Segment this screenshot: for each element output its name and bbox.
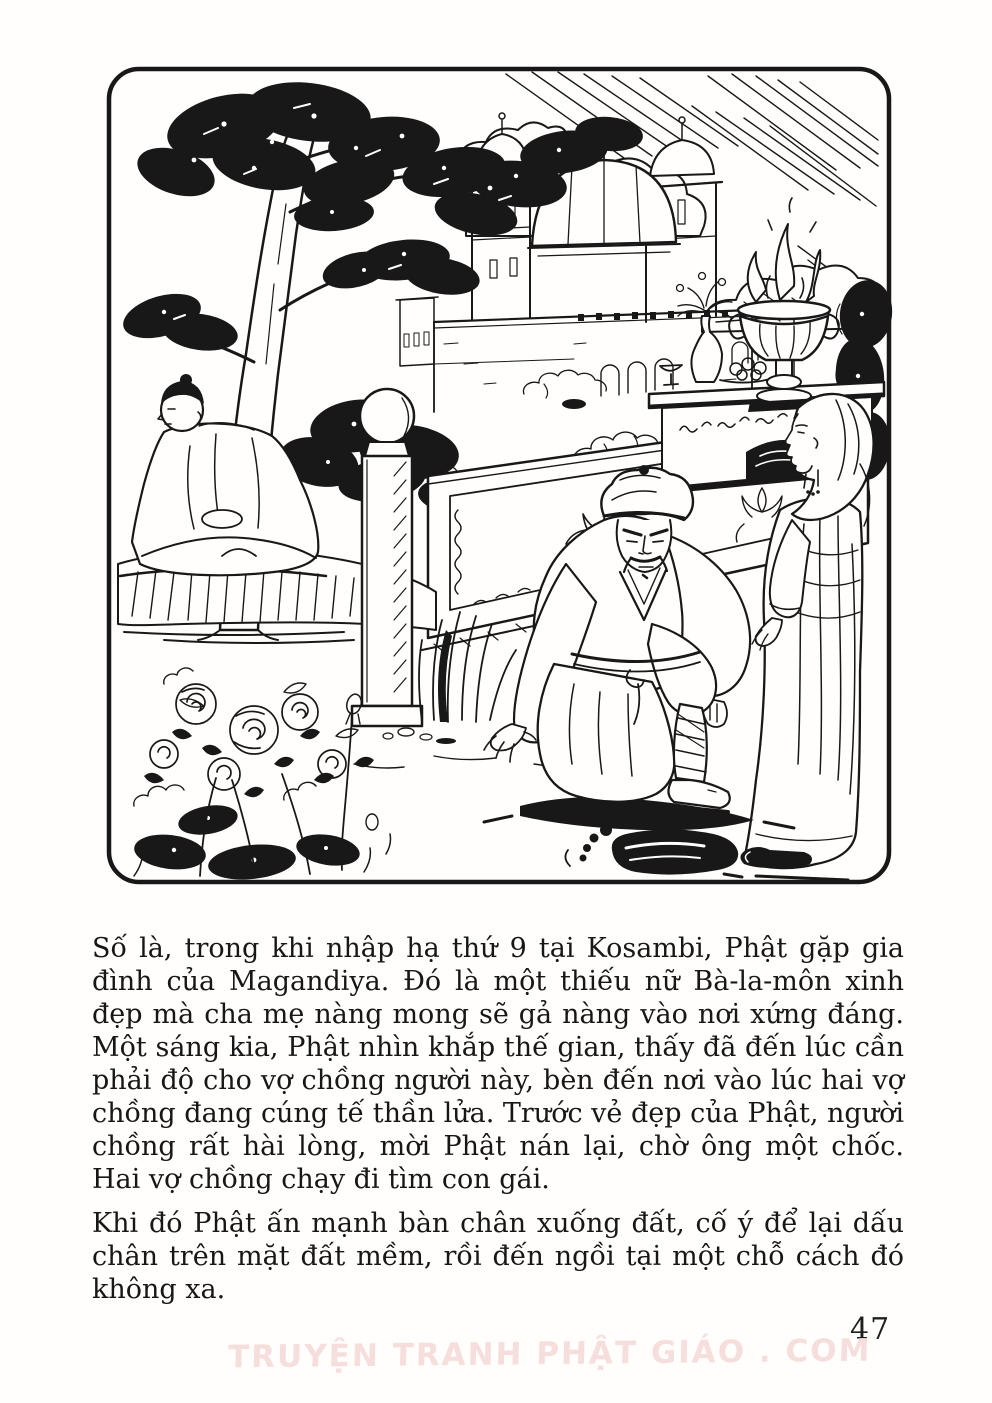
fruit-plate: [720, 358, 774, 383]
story-illustration: [104, 64, 894, 892]
illustration-canvas: [104, 64, 894, 892]
story-text: [92, 932, 904, 1306]
page-number: 47: [850, 1312, 891, 1347]
rose-bush: [132, 668, 390, 884]
story-paragraph-2: Khi đó Phật ấn mạnh bàn chân xuống đất, cố ý để lại dấu chân trên mặt đất mềm, rồi đến ngồi tại một chỗ cách đó không xa.: [92, 1208, 904, 1305]
offering-cup: [660, 365, 682, 385]
flaming-urn: [729, 198, 839, 412]
story-paragraph-1: Số là, trong khi nhập hạ thứ 9 tại Kosambi, Phật gặp gia đình của Magandiya. Đó là một thiếu nữ Bà-la-môn xinh đẹp mà cha mẹ nàng mong sẽ gả nàng vào nơi xứng đáng. Một sáng kia, Phật nhìn khắp thế gian, thấy đã đến lúc cần phải độ cho vợ chồng người này, bèn đến nơi vào lúc hai vợ chồng đang cúng tế thần lửa. Trước vẻ đẹp của Phật, người chồng rất hài lòng, mời Phật nán lại, chờ ông một chốc. Hai vợ chồng chạy đi tìm con gái.: [92, 933, 904, 1195]
site-watermark: TRUYỆN TRANH PHẬT GIÁO . COM: [227, 1332, 872, 1376]
